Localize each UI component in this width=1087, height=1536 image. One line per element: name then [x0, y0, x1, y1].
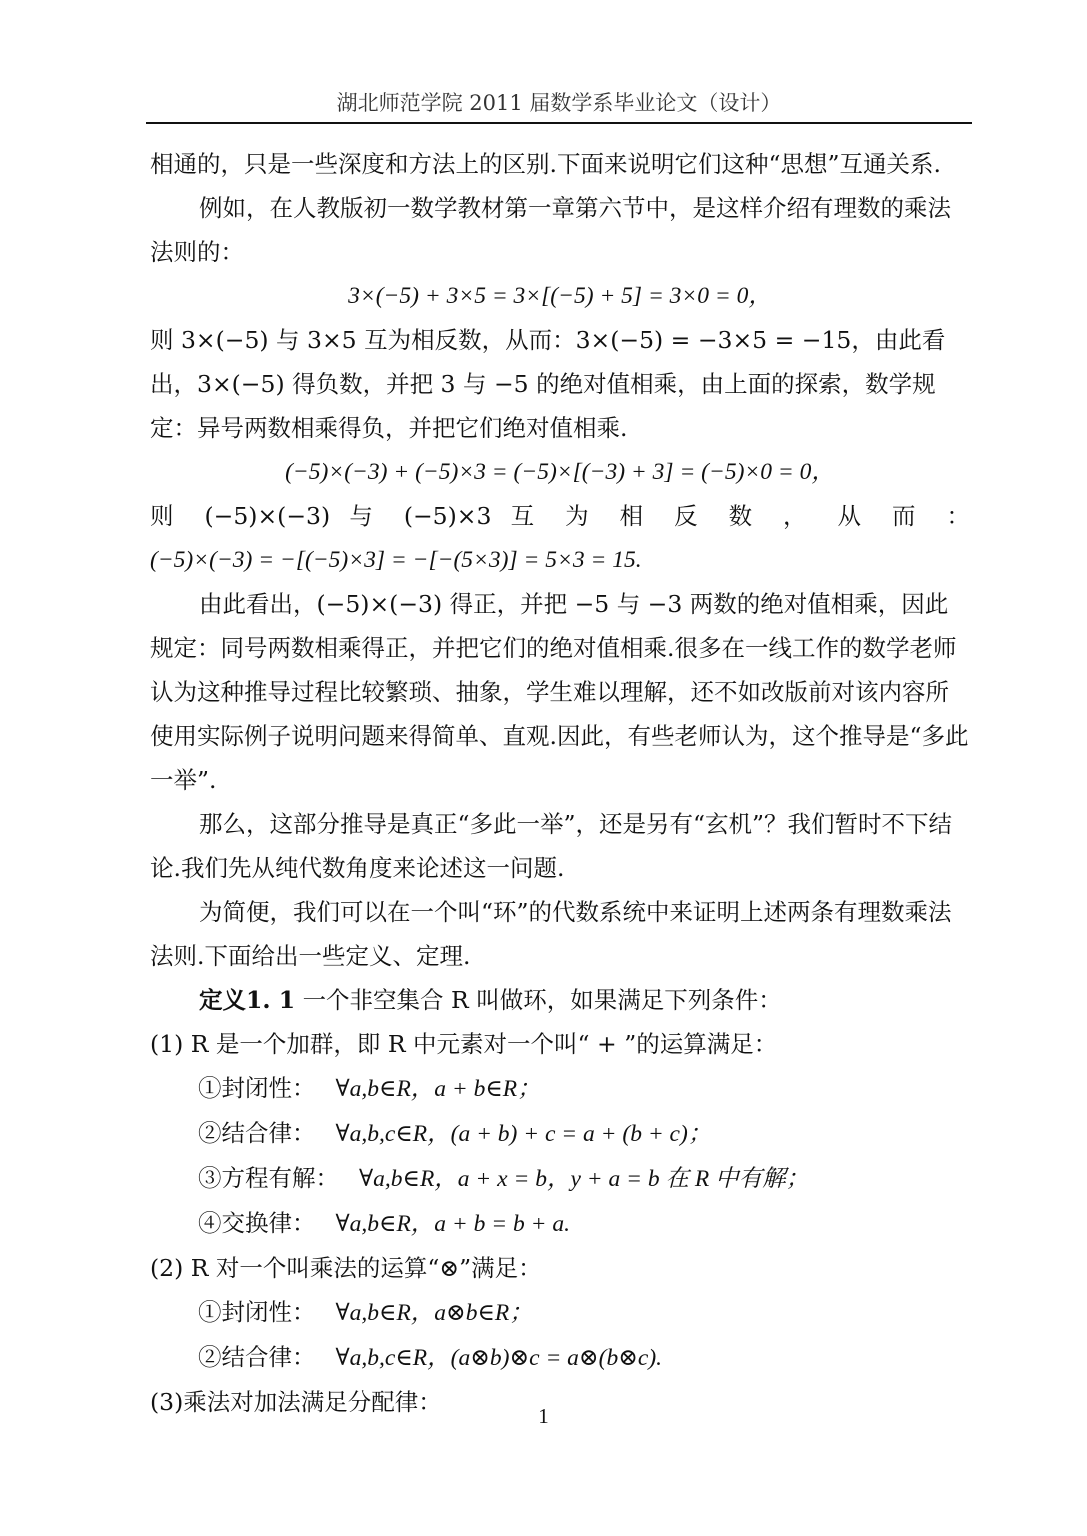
axiom-item — [150, 1201, 970, 1246]
condition: (2) R 对一个叫乘法的运算“⊗”满足： — [150, 1254, 542, 1282]
axiom-name: ②结合律： — [198, 1119, 316, 1147]
axiom-formula: ∀a,b∈R，a + b = b + a. — [335, 1211, 571, 1237]
paragraph: 例如，在人教版初一数学教材第一章第六节中，是这样介绍有理数的乘法法则的： — [150, 194, 951, 266]
page-header: 湖北师范学院 2011 届数学系毕业论文（设计） — [146, 86, 972, 124]
equation: (−5)×(−3) + (−5)×3 = (−5)×[(−3) + 3] = (−5)×0 = 0， — [285, 459, 835, 485]
axiom-item — [150, 1156, 970, 1201]
axiom-item — [150, 1335, 970, 1380]
condition: (1) R 是一个加群，即 R 中元素对一个叫“ + ”的运算满足： — [150, 1030, 778, 1058]
axiom-name: ①封闭性： — [198, 1298, 316, 1326]
axiom-name: ②结合律： — [198, 1343, 316, 1371]
paragraph: 则 3×(−5) 与 3×5 互为相反数，从而：3×(−5) = −3×5 = −15，由此看出，3×(−5) 得负数，并把 3 与 −5 的绝对值相乘，由上面的探索，数学规定：异号两数相乘得负，并把它们绝对值相乘. — [150, 326, 946, 442]
axiom-formula: ∀a,b∈R，a⊗b∈R； — [335, 1300, 533, 1326]
axiom-item — [150, 1290, 970, 1335]
axiom-formula: ∀a,b∈R，a + x = b，y + a = b 在 R 中有解； — [359, 1166, 810, 1192]
axiom-name: ④交换律： — [198, 1209, 316, 1237]
document-body — [150, 142, 970, 1424]
definition-text: 一个非空集合 R 叫做环，如果满足下列条件： — [302, 986, 782, 1014]
paragraph: 为简便，我们可以在一个叫“环”的代数系统中来证明上述两条有理数乘法法则.下面给出一些定义、定理. — [150, 898, 952, 970]
axiom-item — [150, 1111, 970, 1156]
paragraph: 那么，这部分推导是真正“多此一举”，还是另有“玄机”？我们暂时不下结论.我们先从纯代数角度来论述这一问题. — [150, 810, 953, 882]
axiom-name: ①封闭性： — [198, 1074, 316, 1102]
condition: (3)乘法对加法满足分配律： — [150, 1388, 442, 1416]
page-number: 1 — [538, 1404, 549, 1428]
equation: (−5)×(−3) = −[(−5)×3] = −[−(5×3)] = 5×3 = 15. — [150, 547, 642, 573]
paragraph: 由此看出，(−5)×(−3) 得正，并把 −5 与 −3 两数的绝对值相乘，因此规定：同号两数相乘得正，并把它们的绝对值相乘.很多在一线工作的数学老师认为这种推导过程比较繁琐、抽象，学生难以理解，还不如改版前对该内容所使用实际例子说明问题来得简单、直观.因此，有些老师认为，这个推导是“多此一举”. — [150, 590, 969, 794]
axiom-formula: ∀a,b,c∈R，(a + b) + c = a + (b + c)； — [335, 1121, 712, 1147]
axiom-name: ③方程有解： — [198, 1164, 339, 1192]
axiom-formula: ∀a,b∈R，a + b∈R； — [335, 1076, 541, 1102]
paragraph: 则 (−5)×(−3) 与 (−5)×3 互 为 相 反 数 ， 从 而 ： — [150, 502, 970, 530]
axiom-item — [150, 1066, 970, 1111]
definition-label: 定义1. 1 — [199, 986, 296, 1014]
paragraph: 相通的，只是一些深度和方法上的区别.下面来说明它们这种“思想”互通关系. — [150, 150, 941, 178]
axiom-formula: ∀a,b,c∈R，(a⊗b)⊗c = a⊗(b⊗c). — [335, 1345, 663, 1371]
definition — [150, 978, 970, 1022]
equation: 3×(−5) + 3×5 = 3×[(−5) + 5] = 3×0 = 0， — [348, 283, 772, 309]
